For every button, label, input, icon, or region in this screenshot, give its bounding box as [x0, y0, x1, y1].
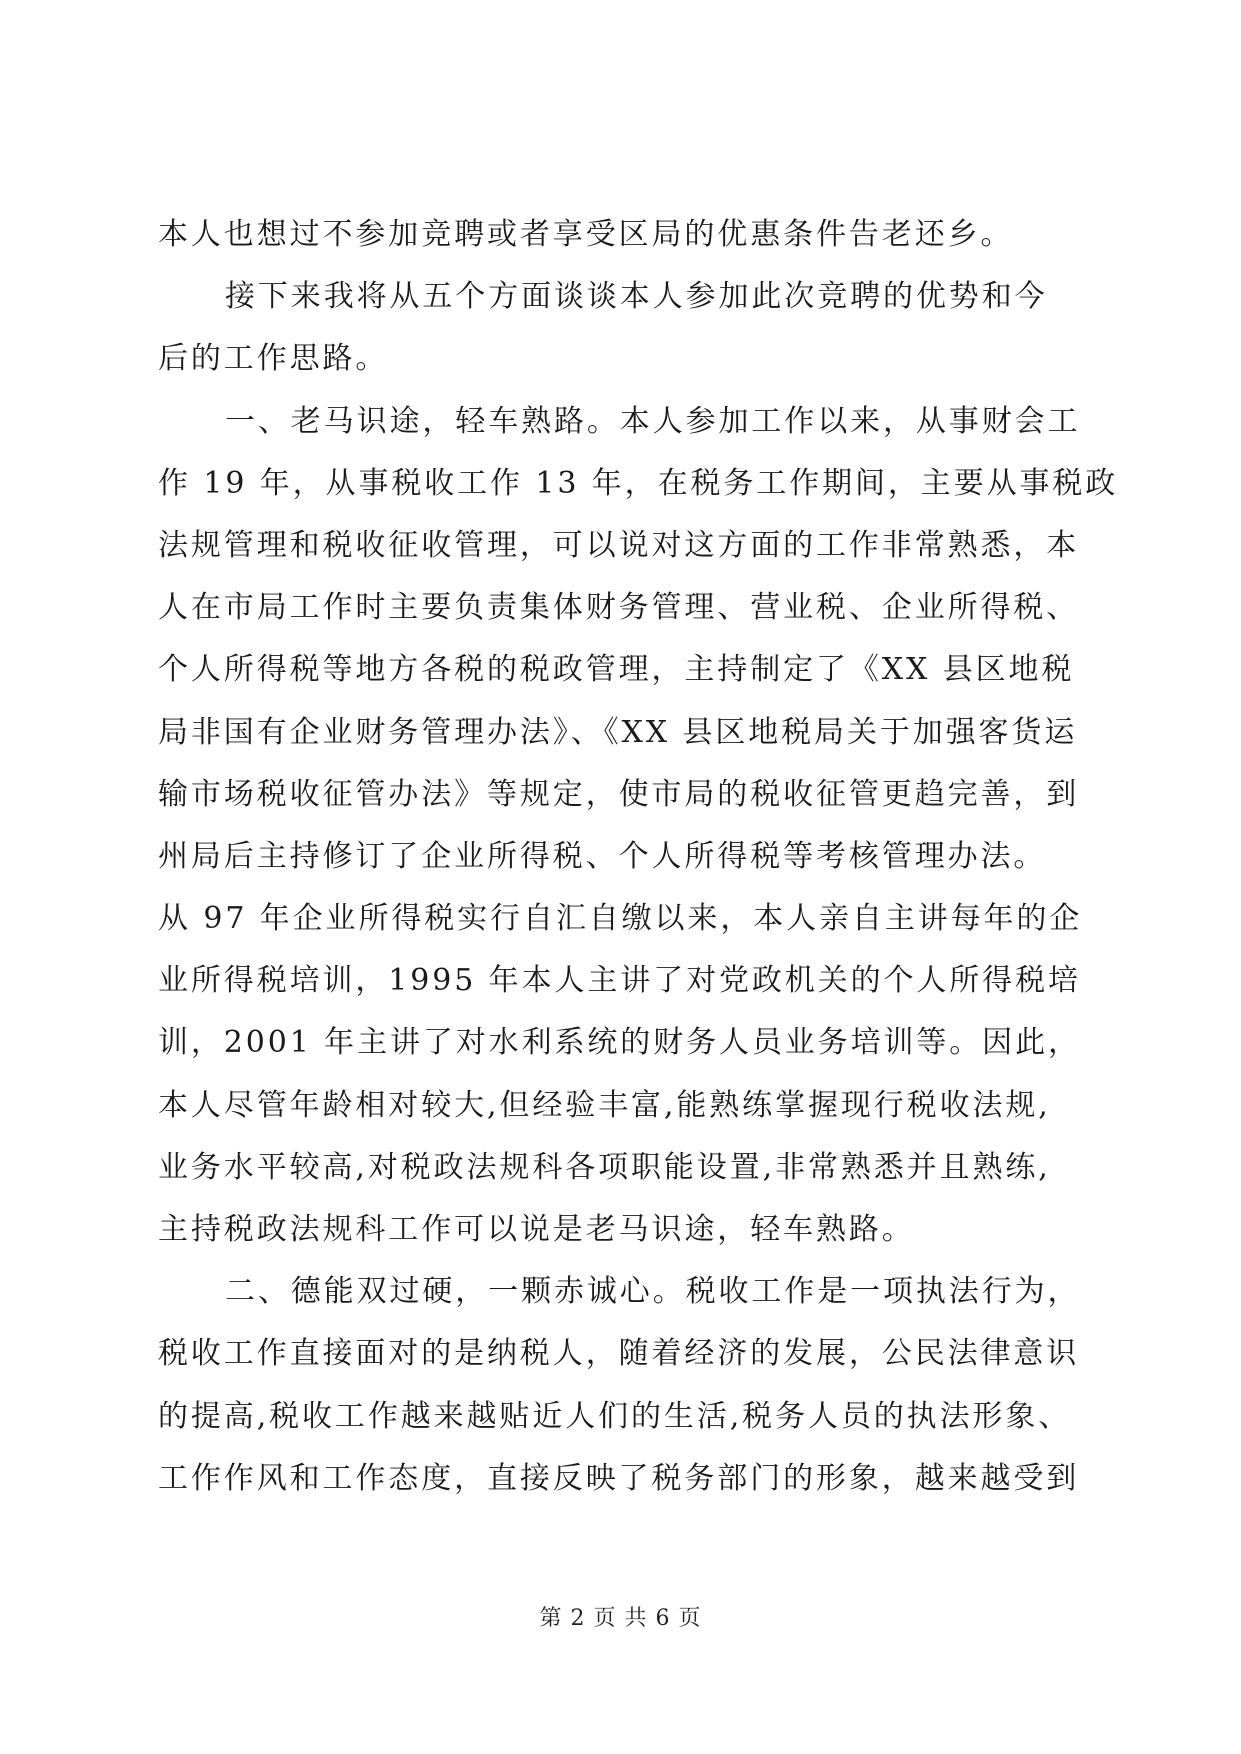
text-line: 工作作风和工作态度，直接反映了税务部门的形象，越来越受到 — [158, 1460, 1080, 1496]
text-line: 接下来我将从五个方面谈谈本人参加此次竞聘的优势和今 — [225, 279, 1048, 315]
text-line: 作 19 年，从事税收工作 13 年，在税务工作期间，主要从事税政 — [158, 465, 1119, 501]
text-line: 业所得税培训，1995 年本人主讲了对党政机关的个人所得税培 — [158, 963, 1081, 999]
text-line: 从 97 年企业所得税实行自汇自缴以来，本人亲自主讲每年的企 — [158, 901, 1083, 937]
text-line: 州局后主持修订了企业所得税、个人所得税等考核管理办法。 — [158, 838, 1047, 874]
text-line: 一、老马识途，轻车熟路。本人参加工作以来，从事财会工 — [225, 403, 1081, 439]
text-line: 业务水平较高,对税政法规科各项职能设置,非常熟悉并且熟练, — [158, 1149, 1051, 1185]
text-line: 二、德能双过硬，一颗赤诚心。税收工作是一项执法行为， — [225, 1274, 1081, 1310]
page-number-footer: 第 2 页 共 6 页 — [539, 1606, 702, 1631]
text-line: 个人所得税等地方各税的税政管理，主持制定了《XX 县区地税 — [158, 652, 1075, 688]
text-line: 的提高,税收工作越来越贴近人们的生活,税务人员的执法形象、 — [158, 1398, 1072, 1434]
text-line: 输市场税收征管办法》等规定，使市局的税收征管更趋完善，到 — [158, 776, 1080, 812]
text-line: 本人也想过不参加竞聘或者享受区局的优惠条件告老还乡。 — [158, 217, 1014, 252]
text-line: 税收工作直接面对的是纳税人，随着经济的发展，公民法律意识 — [158, 1336, 1080, 1372]
text-line: 训，2001 年主讲了对水利系统的财务人员业务培训等。因此， — [158, 1025, 1081, 1061]
text-line: 主持税政法规科工作可以说是老马识途，轻车熟路。 — [158, 1212, 915, 1247]
text-line: 后的工作思路。 — [158, 341, 389, 377]
text-line: 人在市局工作时主要负责集体财务管理、营业税、企业所得税、 — [158, 590, 1080, 626]
text-line: 法规管理和税收征收管理，可以说对这方面的工作非常熟悉，本 — [158, 527, 1080, 563]
text-line: 局非国有企业财务管理办法》、《XX 县区地税局关于加强客货运 — [158, 714, 1078, 750]
text-line: 本人尽管年龄相对较大,但经验丰富,能熟练掌握现行税收法规, — [158, 1087, 1051, 1123]
body-text — [158, 204, 1119, 1510]
